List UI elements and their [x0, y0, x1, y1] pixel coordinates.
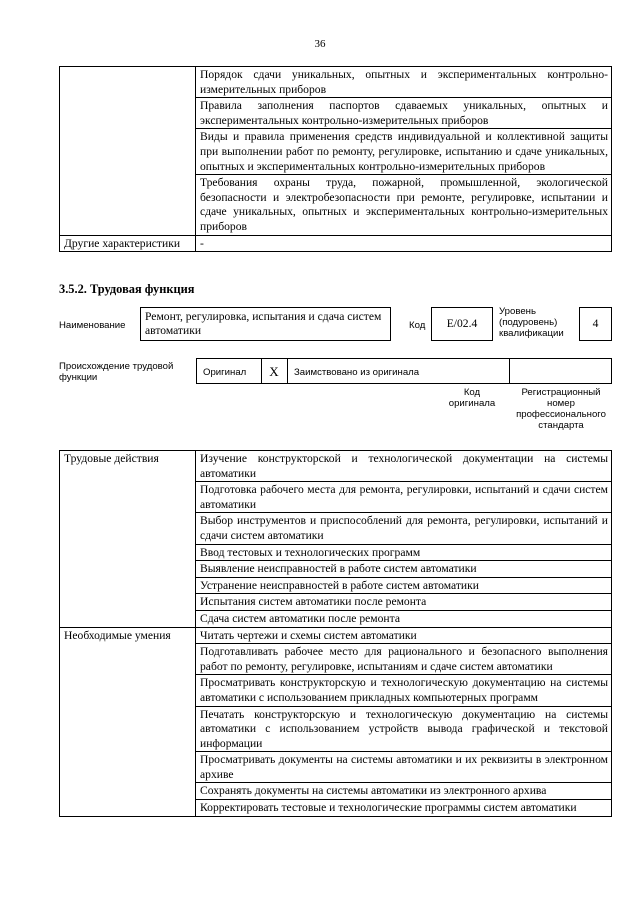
level-label: Уровень (подуровень) квалификации — [499, 306, 564, 339]
row-item: Изучение конструкторской и технологической документации на системы автоматики — [196, 451, 612, 482]
name-value: Ремонт, регулировка, испытания и сдача систем автоматики — [140, 307, 391, 341]
row-item: Сдача систем автоматики после ремонта — [196, 610, 612, 627]
code-label: Код — [409, 320, 426, 331]
knowledge-table — [59, 66, 612, 252]
level-value: 4 — [579, 307, 612, 341]
actions-table — [59, 450, 612, 817]
borrowed-label: Заимствовано из оригинала — [294, 367, 420, 378]
row-label: Трудовые действия — [60, 451, 196, 628]
row-label — [60, 67, 196, 236]
table-row — [60, 235, 612, 252]
row-item: Требования охраны труда, пожарной, промышленной, экологической безопасности и электробезопасности при ремонте, регулировке, испытании и сдаче уникальных, опытных и экспериментальных контрольно-измерительных приборов — [196, 175, 612, 235]
row-item: Испытания систем автоматики после ремонта — [196, 594, 612, 611]
page-number: 36 — [314, 38, 326, 50]
row-item: Печатать конструкторскую и технологическую документацию на системы автоматики с использованием устройств вывода графической и текстовой информации — [196, 706, 612, 752]
table-row — [60, 451, 612, 482]
row-item: Читать чертежи и схемы систем автоматики — [196, 627, 612, 644]
row-label: Другие характеристики — [60, 235, 196, 252]
row-item: Подготовка рабочего места для ремонта, регулировки, испытаний и сдачи систем автоматики — [196, 482, 612, 513]
name-label: Наименование — [59, 320, 126, 331]
row-item: Корректировать тестовые и технологические программы систем автоматики — [196, 800, 612, 817]
row-item: - — [196, 235, 612, 252]
row-item: Просматривать документы на системы автоматики и их реквизиты в электронном архиве — [196, 752, 612, 783]
code-value: E/02.4 — [431, 307, 493, 341]
row-item: Просматривать конструкторскую и технологическую документацию на системы автоматики с использованием прикладных компьютерных программ — [196, 675, 612, 706]
code-original-label: Код оригинала — [448, 387, 496, 409]
row-item: Порядок сдачи уникальных, опытных и экспериментальных контрольно-измерительных приборов — [196, 67, 612, 98]
original-label: Оригинал — [203, 367, 247, 378]
row-item: Правила заполнения паспортов сдаваемых уникальных, опытных и экспериментальных контрольно-измерительных приборов — [196, 98, 612, 129]
row-label: Необходимые умения — [60, 627, 196, 816]
row-item: Подготавливать рабочее место для рационального и безопасного выполнения работ по ремонту, регулировке, испытаниям и сдаче систем автоматики — [196, 644, 612, 675]
table-row — [60, 67, 612, 98]
row-item: Виды и правила применения средств индивидуальной и коллективной защиты при выполнении работ по ремонту, регулировке, испытанию и сдаче уникальных, опытных и экспериментальных контрольно-измерительных приборов — [196, 129, 612, 175]
reg-number-label: Регистрационный номер профессионального стандарта — [516, 387, 606, 431]
row-item: Сохранять документы на системы автоматики из электронного архива — [196, 783, 612, 800]
table-row — [60, 627, 612, 644]
row-item: Выбор инструментов и приспособлений для ремонта, регулировки, испытаний и сдачи систем автоматики — [196, 513, 612, 544]
section-heading: 3.5.2. Трудовая функция — [59, 282, 195, 296]
original-checkmark: X — [269, 364, 279, 379]
row-item: Ввод тестовых и технологических программ — [196, 544, 612, 561]
row-item: Выявление неисправностей в работе систем автоматики — [196, 561, 612, 578]
origin-label: Происхождение трудовой функции — [59, 361, 174, 383]
row-item: Устранение неисправностей в работе систем автоматики — [196, 577, 612, 594]
